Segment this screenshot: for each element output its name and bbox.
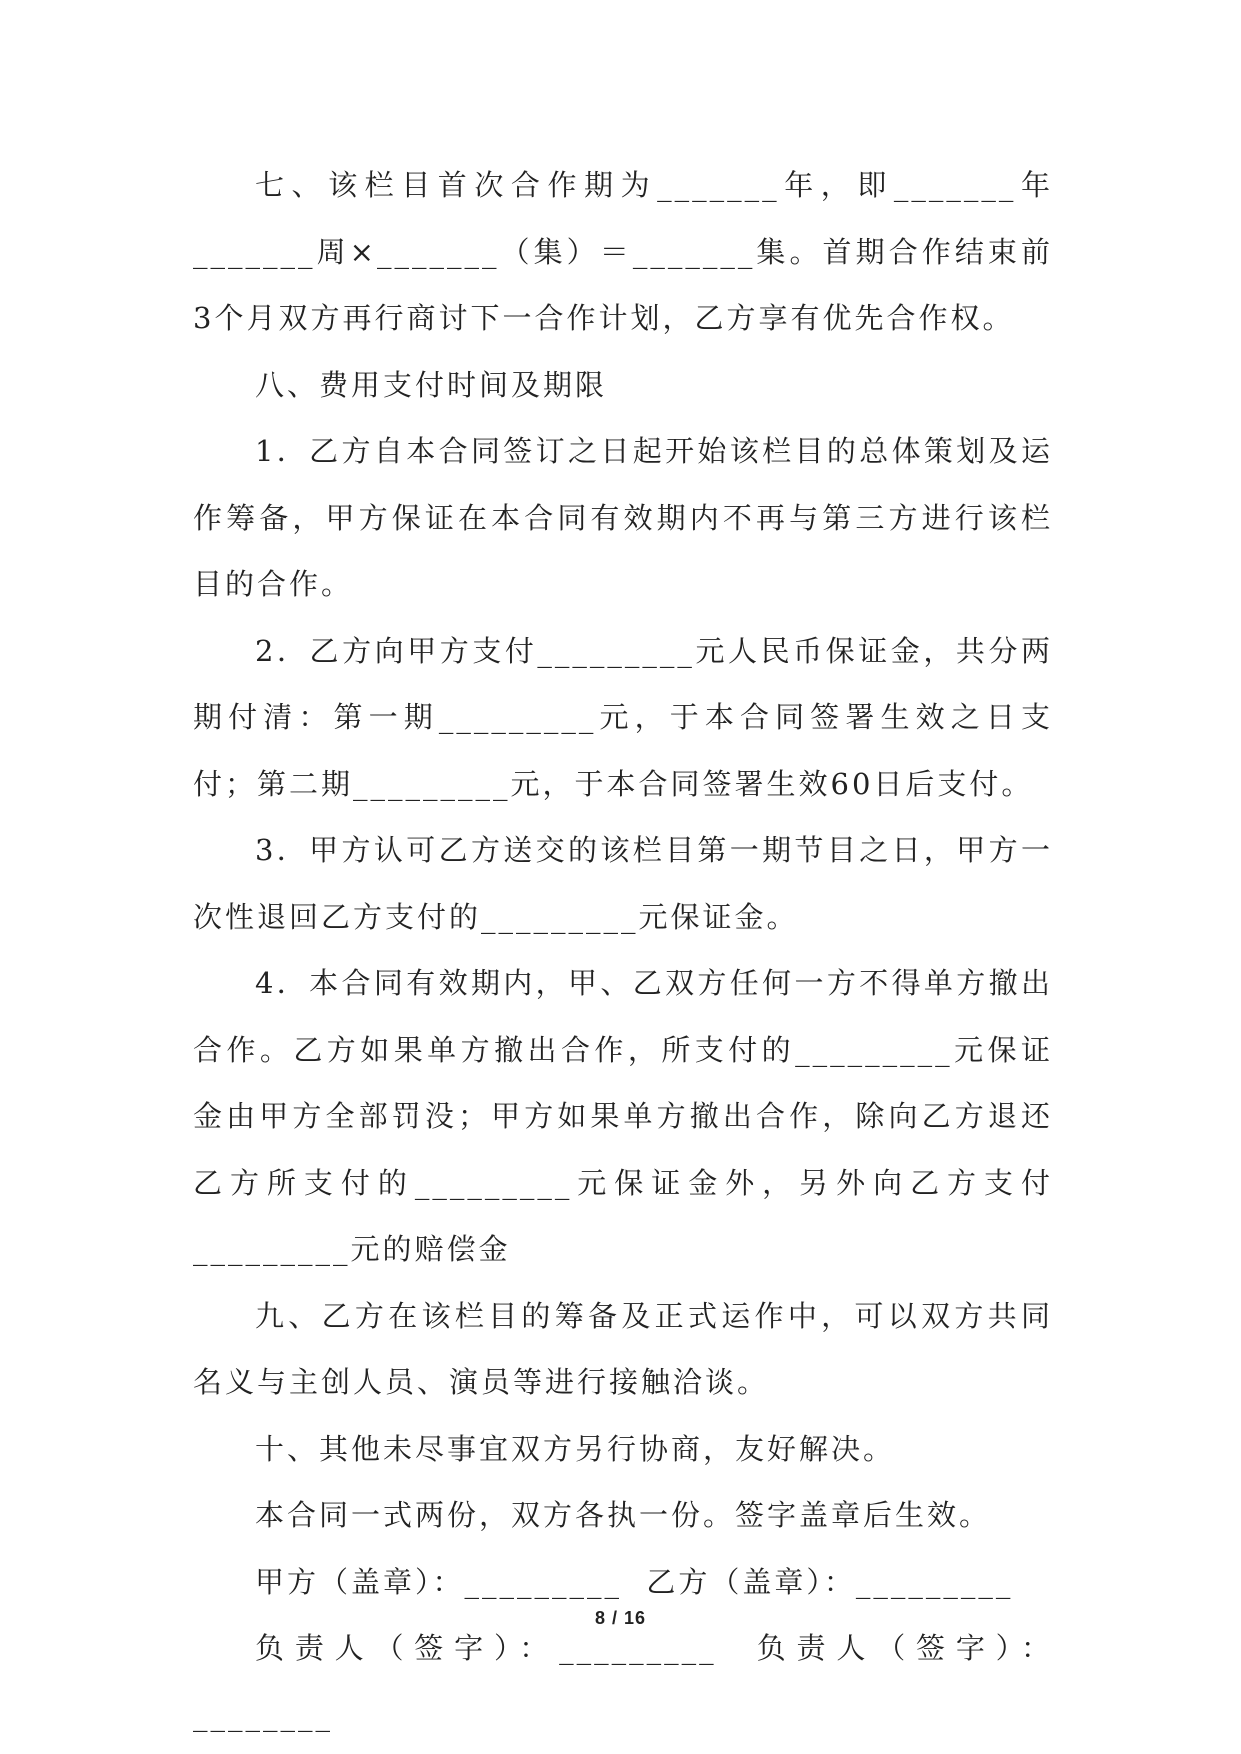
clause-seven: 七、该栏目首次合作期为_______年，即_______年_______周×_______（集）＝_______集。首期合作结束前3个月双方再行商讨下一合作计划，乙方享有优先合作权。 <box>193 168 1053 335</box>
copies-statement: 本合同一式两份，双方各执一份。签字盖章后生效。 <box>255 1498 992 1532</box>
clause-nine: 九、乙方在该栏目的筹备及正式运作中，可以双方共同名义与主创人员、演员等进行接触洽谈。 <box>193 1298 1053 1399</box>
clause-ten: 十、其他未尽事宜双方另行协商，友好解决。 <box>255 1431 896 1466</box>
document-body <box>193 152 1053 1748</box>
clause-eight-heading: 八、费用支付时间及期限 <box>255 367 608 402</box>
page-number: 8 / 16 <box>594 1608 647 1628</box>
clause-eight-item-1: 1．乙方自本合同签订之日起开始该栏目的总体策划及运作筹备，甲方保证在本合同有效期内不再与第三方进行该栏目的合作。 <box>193 434 1053 601</box>
seal-signature-line: 甲方（盖章）：_________ 乙方（盖章）：_________ <box>255 1564 1014 1599</box>
responsible-signature-line: 负责人（签字）：_________ 负责人（签字）：________ <box>193 1631 1053 1732</box>
clause-eight-item-4: 4．本合同有效期内，甲、乙双方任何一方不得单方撤出合作。乙方如果单方撤出合作，所支付的_________元保证金由甲方全部罚没；甲方如果单方撤出合作，除向乙方退还乙方所支付的_________元保证金外，另外向乙方支付_________元的赔偿金 <box>193 966 1053 1266</box>
clause-eight-item-3: 3．甲方认可乙方送交的该栏目第一期节目之日，甲方一次性退回乙方支付的_________元保证金。 <box>193 833 1053 934</box>
clause-eight-item-2: 2．乙方向甲方支付_________元人民币保证金，共分两期付清：第一期_________元，于本合同签署生效之日支付；第二期_________元，于本合同签署生效60日后支付。 <box>193 633 1053 801</box>
